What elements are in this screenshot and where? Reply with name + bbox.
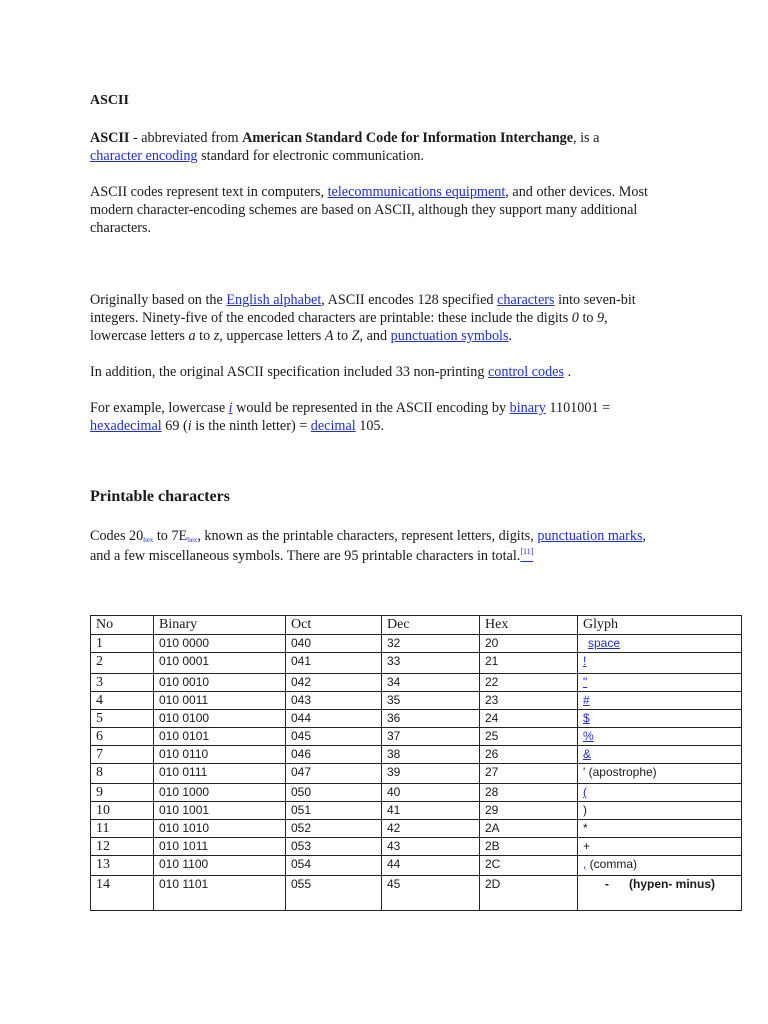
cell-hex: 2B [480, 838, 578, 856]
cell-binary: 010 1101 [154, 876, 286, 911]
cell-dec: 42 [382, 820, 480, 838]
cell-dec: 36 [382, 710, 480, 728]
table-row [91, 764, 742, 784]
glyph-link[interactable]: space [588, 636, 621, 650]
page-title: ASCII [90, 93, 129, 108]
cell-no: 3 [91, 674, 154, 692]
cell-dec: 43 [382, 838, 480, 856]
cell-no: 14 [91, 876, 154, 911]
cell-binary: 010 0011 [154, 692, 286, 710]
table-row [91, 674, 742, 692]
cell-binary: 010 0001 [154, 653, 286, 674]
cell-hex: 24 [480, 710, 578, 728]
term-expansion: American Standard Code for Information Interchange [242, 130, 574, 146]
cell-oct: 053 [286, 838, 382, 856]
printable-paragraph: Codes $20_{hex}$ to $7E_{hex}$, known as the printable characters, represent letters, digits, punctuation marks, and a few miscellaneous symbols. There are 95 printable characters in total.[11] [90, 528, 647, 564]
table-row [91, 820, 742, 838]
header-no: No [91, 616, 154, 635]
link-decimal[interactable]: decimal [310, 418, 356, 434]
cell-no: 5 [91, 710, 154, 728]
cell-glyph [578, 635, 742, 653]
cell-dec: 41 [382, 802, 480, 820]
cell-glyph [578, 876, 742, 911]
glyph-link[interactable]: ( [583, 785, 587, 799]
cell-binary: 010 1011 [154, 838, 286, 856]
cell-oct: 047 [286, 764, 382, 784]
origin-paragraph: Originally based on the English alphabet, ASCII encodes 128 specified characters into seven-bit integers. Ninety-five of the encoded characters are printable: these include the digits 0 to 9, lowercase letters a to z, uppercase letters A to Z, and punctuation symbols. [90, 292, 636, 344]
cell-no: 7 [91, 746, 154, 764]
cell-hex: 20 [480, 635, 578, 653]
cell-hex: 29 [480, 802, 578, 820]
cell-oct: 051 [286, 802, 382, 820]
cell-hex: 21 [480, 653, 578, 674]
hex-subscript-1[interactable]: hex [143, 536, 154, 544]
cell-hex: 22 [480, 674, 578, 692]
glyph-link[interactable]: " [583, 675, 588, 689]
cell-binary: 010 1100 [154, 856, 286, 876]
cell-no: 13 [91, 856, 154, 876]
cell-hex: 2D [480, 876, 578, 911]
cell-hex: 23 [480, 692, 578, 710]
cell-binary: 010 0110 [154, 746, 286, 764]
link-punctuation-marks[interactable]: punctuation marks [537, 528, 643, 544]
cell-hex: 25 [480, 728, 578, 746]
example-paragraph: For example, lowercase i would be represented in the ASCII encoding by binary 1101001 = hexadecimal 69 (i is the ninth letter) = decimal 105. [90, 400, 611, 434]
link-english-alphabet[interactable]: English alphabet [226, 292, 322, 308]
header-dec: Dec [382, 616, 480, 635]
cell-dec: 39 [382, 764, 480, 784]
glyph-text: ' (apostrophe) [583, 765, 657, 779]
cell-glyph [578, 674, 742, 692]
cell-no: 4 [91, 692, 154, 710]
cell-oct: 046 [286, 746, 382, 764]
link-punctuation-symbols[interactable]: punctuation symbols [390, 328, 509, 344]
cell-dec: 38 [382, 746, 480, 764]
cell-oct: 054 [286, 856, 382, 876]
control-codes-paragraph: In addition, the original ASCII specification included 33 non-printing control codes . [90, 364, 572, 380]
cell-hex: 2C [480, 856, 578, 876]
cell-oct: 050 [286, 784, 382, 802]
glyph-link[interactable]: & [583, 747, 592, 761]
reference-link[interactable]: [11] [520, 547, 534, 556]
cell-dec: 35 [382, 692, 480, 710]
hex-subscript-2[interactable]: hex [187, 536, 198, 544]
table-row [91, 692, 742, 710]
cell-glyph [578, 856, 742, 876]
cell-binary: 010 0000 [154, 635, 286, 653]
header-glyph: Glyph [578, 616, 742, 635]
cell-dec: 40 [382, 784, 480, 802]
cell-glyph [578, 784, 742, 802]
glyph-text: * [583, 821, 588, 835]
table-row [91, 653, 742, 674]
cell-oct: 055 [286, 876, 382, 911]
cell-no: 11 [91, 820, 154, 838]
term-ascii: ASCII [90, 130, 130, 146]
cell-dec: 33 [382, 653, 480, 674]
cell-oct: 044 [286, 710, 382, 728]
glyph-text: + [583, 839, 591, 853]
header-binary: Binary [154, 616, 286, 635]
table-row [91, 710, 742, 728]
section-heading: Printable characters [90, 488, 230, 505]
glyph-link[interactable]: ! [583, 654, 587, 668]
header-hex: Hex [480, 616, 578, 635]
cell-glyph [578, 728, 742, 746]
cell-oct: 042 [286, 674, 382, 692]
link-characters[interactable]: characters [497, 292, 555, 308]
cell-binary: 010 1010 [154, 820, 286, 838]
cell-glyph [578, 692, 742, 710]
table-body [91, 635, 742, 911]
cell-binary: 010 1000 [154, 784, 286, 802]
cell-no: 12 [91, 838, 154, 856]
cell-hex: 28 [480, 784, 578, 802]
glyph-text: ) [583, 803, 587, 817]
table-row [91, 746, 742, 764]
cell-dec: 34 [382, 674, 480, 692]
glyph-link[interactable]: # [583, 693, 590, 707]
printable-characters-table [90, 615, 742, 911]
cell-binary: 010 0100 [154, 710, 286, 728]
cell-no: 9 [91, 784, 154, 802]
glyph-link[interactable]: % [583, 729, 594, 743]
cell-dec: 44 [382, 856, 480, 876]
cell-no: 2 [91, 653, 154, 674]
cell-hex: 2A [480, 820, 578, 838]
link-hexadecimal[interactable]: hexadecimal [90, 418, 162, 434]
cell-oct: 043 [286, 692, 382, 710]
link-binary[interactable]: binary [509, 400, 546, 416]
table-row [91, 635, 742, 653]
cell-no: 10 [91, 802, 154, 820]
link-character-encoding[interactable]: character encoding [90, 148, 198, 164]
cell-oct: 041 [286, 653, 382, 674]
header-oct: Oct [286, 616, 382, 635]
cell-dec: 45 [382, 876, 480, 911]
codes-paragraph: ASCII codes represent text in computers, telecommunications equipment, and other devices. Most modern character-encoding schemes are based on ASCII, although they support many additional characters. [90, 184, 648, 236]
glyph-text: - (hypen- minus) [605, 877, 715, 891]
table-row [91, 838, 742, 856]
cell-no: 8 [91, 764, 154, 784]
cell-glyph [578, 820, 742, 838]
cell-glyph [578, 653, 742, 674]
cell-oct: 040 [286, 635, 382, 653]
link-control-codes[interactable]: control codes [487, 364, 565, 380]
cell-glyph [578, 838, 742, 856]
cell-glyph [578, 764, 742, 784]
cell-oct: 045 [286, 728, 382, 746]
cell-binary: 010 0101 [154, 728, 286, 746]
cell-hex: 27 [480, 764, 578, 784]
table-row [91, 784, 742, 802]
cell-glyph [578, 746, 742, 764]
cell-binary: 010 1001 [154, 802, 286, 820]
link-telecommunications-equipment[interactable]: telecommunications equipment [327, 184, 506, 200]
cell-glyph [578, 802, 742, 820]
cell-oct: 052 [286, 820, 382, 838]
table-row [91, 728, 742, 746]
cell-binary: 010 0111 [154, 764, 286, 784]
table-header-row [91, 616, 742, 635]
table-row [91, 856, 742, 876]
cell-hex: 26 [480, 746, 578, 764]
table-row [91, 802, 742, 820]
cell-binary: 010 0010 [154, 674, 286, 692]
cell-no: 6 [91, 728, 154, 746]
glyph-link[interactable]: , [583, 857, 587, 871]
glyph-suffix: (comma) [586, 857, 638, 871]
intro-paragraph: ASCII - abbreviated from American Standard Code for Information Interchange, is a character encoding standard for electronic communication. [90, 130, 600, 164]
table-row [91, 876, 742, 911]
cell-dec: 37 [382, 728, 480, 746]
glyph-link[interactable]: $ [583, 711, 590, 725]
cell-no: 1 [91, 635, 154, 653]
link-i[interactable]: i [228, 400, 233, 416]
cell-glyph [578, 710, 742, 728]
cell-dec: 32 [382, 635, 480, 653]
